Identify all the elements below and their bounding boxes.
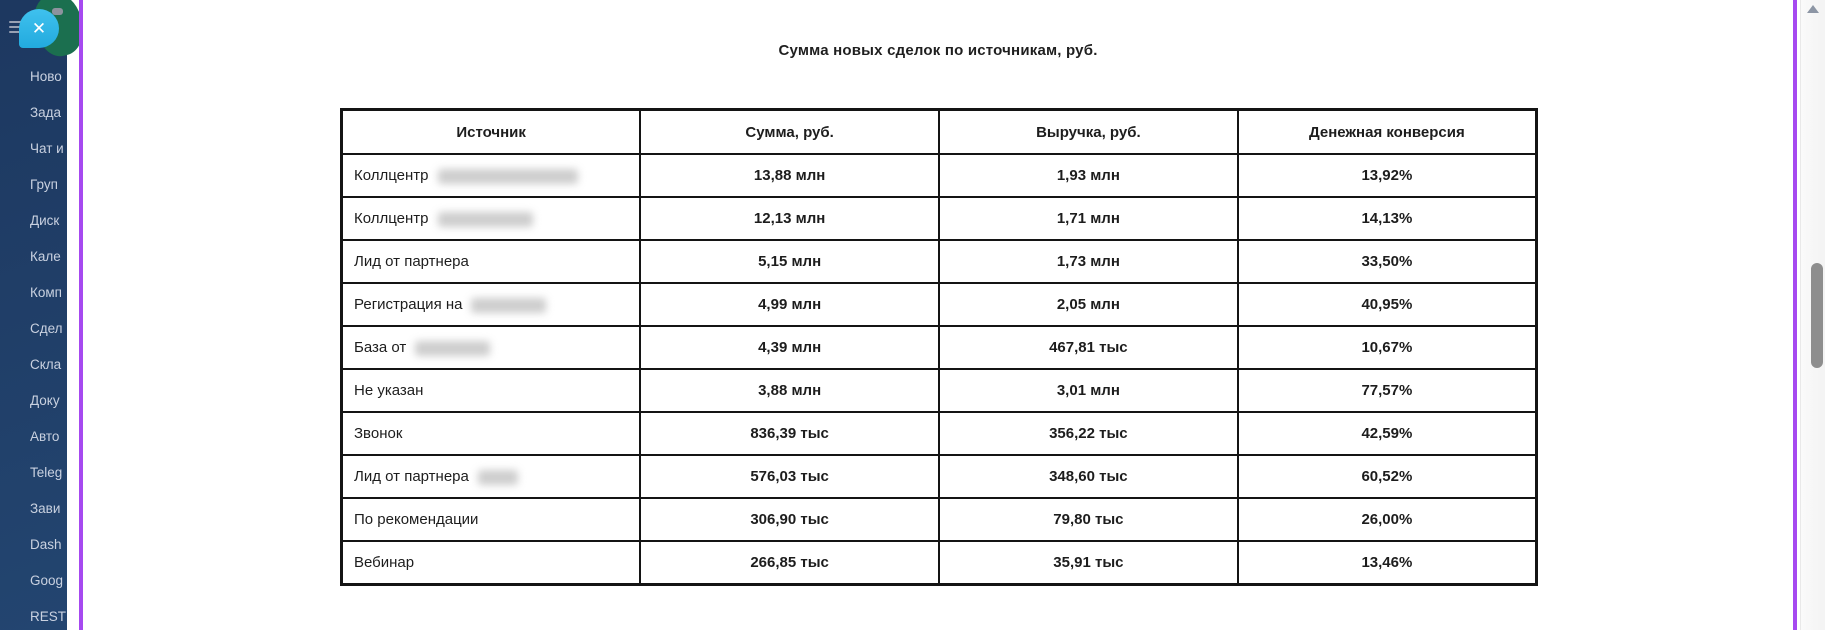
source-label: Вебинар bbox=[354, 554, 415, 571]
redacted-text bbox=[438, 212, 533, 227]
source-label: Лид от партнера bbox=[354, 253, 469, 270]
logo-accent bbox=[52, 8, 63, 15]
table-row bbox=[342, 455, 1537, 498]
sidebar bbox=[0, 0, 67, 630]
deals-by-source-table bbox=[340, 108, 1538, 586]
sidebar-item[interactable]: Авто bbox=[30, 429, 60, 444]
sidebar-item[interactable]: Зада bbox=[30, 105, 62, 120]
revenue-cell: 2,05 млн bbox=[939, 283, 1238, 326]
revenue-cell: 356,22 тыс bbox=[939, 412, 1238, 455]
conversion-cell: 10,67% bbox=[1238, 326, 1537, 369]
sum-cell: 4,39 млн bbox=[640, 326, 939, 369]
sidebar-item[interactable]: Скла bbox=[30, 357, 62, 372]
source-cell bbox=[342, 369, 641, 412]
sidebar-item[interactable]: REST bbox=[30, 609, 67, 624]
revenue-cell: 79,80 тыс bbox=[939, 498, 1238, 541]
redacted-text bbox=[415, 341, 490, 356]
source-label: Звонок bbox=[354, 425, 403, 442]
conversion-cell: 13,92% bbox=[1238, 154, 1537, 197]
redacted-text bbox=[478, 470, 518, 485]
source-cell bbox=[342, 240, 641, 283]
redacted-text bbox=[438, 169, 578, 184]
revenue-cell: 467,81 тыс bbox=[939, 326, 1238, 369]
source-cell bbox=[342, 326, 641, 369]
sum-cell: 3,88 млн bbox=[640, 369, 939, 412]
sidebar-item[interactable]: Сдел bbox=[30, 321, 63, 336]
source-cell bbox=[342, 498, 641, 541]
sidebar-item[interactable]: Dash bbox=[30, 537, 62, 552]
sidebar-item[interactable]: Доку bbox=[30, 393, 60, 408]
source-label: Регистрация на bbox=[354, 296, 463, 313]
conversion-cell: 26,00% bbox=[1238, 498, 1537, 541]
table-row bbox=[342, 154, 1537, 197]
conversion-cell: 77,57% bbox=[1238, 369, 1537, 412]
table-row bbox=[342, 412, 1537, 455]
widget-frame-border-right bbox=[1793, 0, 1797, 630]
conversion-cell: 33,50% bbox=[1238, 240, 1537, 283]
source-label: По рекомендации bbox=[354, 511, 479, 528]
sum-cell: 12,13 млн bbox=[640, 197, 939, 240]
source-cell bbox=[342, 412, 641, 455]
conversion-cell: 14,13% bbox=[1238, 197, 1537, 240]
sum-cell: 4,99 млн bbox=[640, 283, 939, 326]
conversion-cell: 40,95% bbox=[1238, 283, 1537, 326]
sum-cell: 5,15 млн bbox=[640, 240, 939, 283]
column-header-source: Источник bbox=[342, 110, 641, 155]
column-header-revenue: Выручка, руб. bbox=[939, 110, 1238, 155]
sum-cell: 836,39 тыс bbox=[640, 412, 939, 455]
report-title: Сумма новых сделок по источникам, руб. bbox=[778, 42, 1098, 59]
table-row bbox=[342, 541, 1537, 585]
scrollbar-thumb[interactable] bbox=[1811, 263, 1823, 368]
source-cell bbox=[342, 154, 641, 197]
conversion-cell: 13,46% bbox=[1238, 541, 1537, 585]
table-row bbox=[342, 283, 1537, 326]
source-cell bbox=[342, 455, 641, 498]
column-header-conversion: Денежная конверсия bbox=[1238, 110, 1537, 155]
sidebar-item[interactable]: Груп bbox=[30, 177, 58, 192]
revenue-cell: 3,01 млн bbox=[939, 369, 1238, 412]
revenue-cell: 35,91 тыс bbox=[939, 541, 1238, 585]
revenue-cell: 1,93 млн bbox=[939, 154, 1238, 197]
source-cell bbox=[342, 197, 641, 240]
revenue-cell: 348,60 тыс bbox=[939, 455, 1238, 498]
sum-cell: 576,03 тыс bbox=[640, 455, 939, 498]
sidebar-item[interactable]: Teleg bbox=[30, 465, 63, 480]
scroll-up-arrow-icon[interactable] bbox=[1807, 5, 1819, 13]
table-header bbox=[342, 110, 1537, 155]
revenue-cell: 1,73 млн bbox=[939, 240, 1238, 283]
sum-cell: 306,90 тыс bbox=[640, 498, 939, 541]
sidebar-item[interactable]: Кале bbox=[30, 249, 61, 264]
column-header-sum: Сумма, руб. bbox=[640, 110, 939, 155]
source-cell bbox=[342, 283, 641, 326]
sidebar-item[interactable]: Диск bbox=[30, 213, 60, 228]
sidebar-item[interactable]: Goog bbox=[30, 573, 64, 588]
sidebar-item[interactable]: Чат и bbox=[30, 141, 64, 156]
table-row bbox=[342, 240, 1537, 283]
table-row bbox=[342, 498, 1537, 541]
source-label: Не указан bbox=[354, 382, 424, 399]
close-widget-button[interactable] bbox=[19, 9, 59, 48]
sum-cell: 13,88 млн bbox=[640, 154, 939, 197]
table-body bbox=[342, 154, 1537, 585]
source-label: Коллцентр bbox=[354, 210, 429, 227]
main-content bbox=[83, 0, 1793, 630]
sidebar-item[interactable]: Ново bbox=[30, 69, 62, 84]
conversion-cell: 42,59% bbox=[1238, 412, 1537, 455]
source-label: Лид от партнера bbox=[354, 468, 469, 485]
close-icon: ✕ bbox=[31, 19, 47, 38]
source-cell bbox=[342, 541, 641, 585]
table-row bbox=[342, 326, 1537, 369]
redacted-text bbox=[471, 298, 546, 313]
table-row bbox=[342, 197, 1537, 240]
sidebar-item[interactable]: Зави bbox=[30, 501, 61, 516]
scrollbar[interactable] bbox=[1800, 0, 1825, 630]
sidebar-item[interactable]: Комп bbox=[30, 285, 62, 300]
widget-frame-border-left bbox=[79, 0, 83, 630]
source-label: База от bbox=[354, 339, 407, 356]
sum-cell: 266,85 тыс bbox=[640, 541, 939, 585]
table-row bbox=[342, 369, 1537, 412]
conversion-cell: 60,52% bbox=[1238, 455, 1537, 498]
source-label: Коллцентр bbox=[354, 167, 429, 184]
revenue-cell: 1,71 млн bbox=[939, 197, 1238, 240]
